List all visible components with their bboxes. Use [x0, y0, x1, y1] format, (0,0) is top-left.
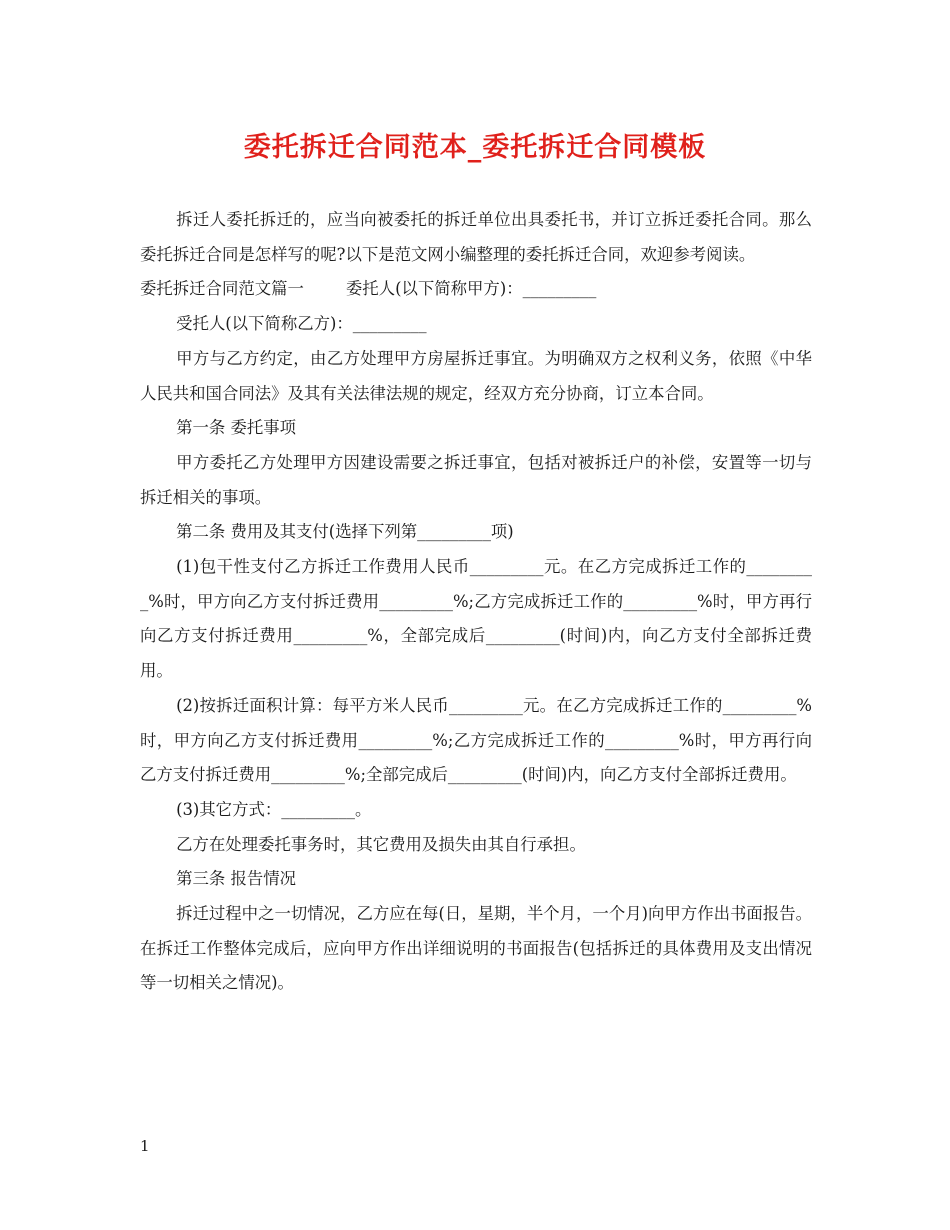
article-2-option-3: (3)其它方式：_________。 — [176, 799, 372, 819]
sample-heading-line — [140, 272, 812, 307]
document-title: 委托拆迁合同范本_委托拆迁合同模板 — [243, 132, 707, 163]
preamble-paragraph: 甲方与乙方约定，由乙方处理甲方房屋拆迁事宜。为明确双方之权利义务，依照《中华人民共和国合同法》及其有关法律法规的规定，经双方充分协商，订立本合同。 — [140, 348, 812, 403]
article-2-option-2: (2)按拆迁面积计算：每平方米人民币_________元。在乙方完成拆迁工作的_________%时，甲方向乙方支付拆迁费用_________%;乙方完成拆迁工作的_________%时，甲方再行向乙方支付拆迁费用_________%;全部完成后_________(时间)内，向乙方支付全部拆迁费用。 — [140, 695, 812, 785]
party-a-line: 委托人(以下简称甲方)：_________ — [345, 279, 597, 299]
article-2-note: 乙方在处理委托事务时，其它费用及损失由其自行承担。 — [176, 834, 586, 854]
article-1-text: 甲方委托乙方处理甲方因建设需要之拆迁事宜，包括对被拆迁户的补偿，安置等一切与拆迁相关的事项。 — [140, 452, 812, 507]
article-2-option-1: (1)包干性支付乙方拆迁工作费用人民币_________元。在乙方完成拆迁工作的_________%时，甲方向乙方支付拆迁费用_________%;乙方完成拆迁工作的_________%时，甲方再行向乙方支付拆迁费用_________%，全部完成后_________(时间)内，向乙方支付全部拆迁费用。 — [140, 557, 812, 681]
article-3-title: 第三条 报告情况 — [176, 869, 297, 889]
intro-paragraph: 拆迁人委托拆迁的，应当向被委托的拆迁单位出具委托书，并订立拆迁委托合同。那么委托拆迁合同是怎样写的呢?以下是范文网小编整理的委托拆迁合同，欢迎参考阅读。 — [140, 210, 812, 264]
page-number: 1 — [140, 1137, 150, 1155]
article-1-title: 第一条 委托事项 — [176, 418, 297, 438]
article-3-text: 拆迁过程中之一切情况，乙方应在每(日，星期，半个月，一个月)向甲方作出书面报告。在拆迁工作整体完成后，应向甲方作出详细说明的书面报告(包括拆迁的具体费用及支出情况等一切相关之情况)。 — [140, 904, 812, 993]
article-2-title: 第二条 费用及其支付(选择下列第_________项) — [176, 522, 514, 542]
party-b-line: 受托人(以下简称乙方)：_________ — [176, 314, 427, 334]
document-body — [140, 203, 812, 1001]
sample-heading: 委托拆迁合同范文篇一 — [140, 279, 304, 299]
